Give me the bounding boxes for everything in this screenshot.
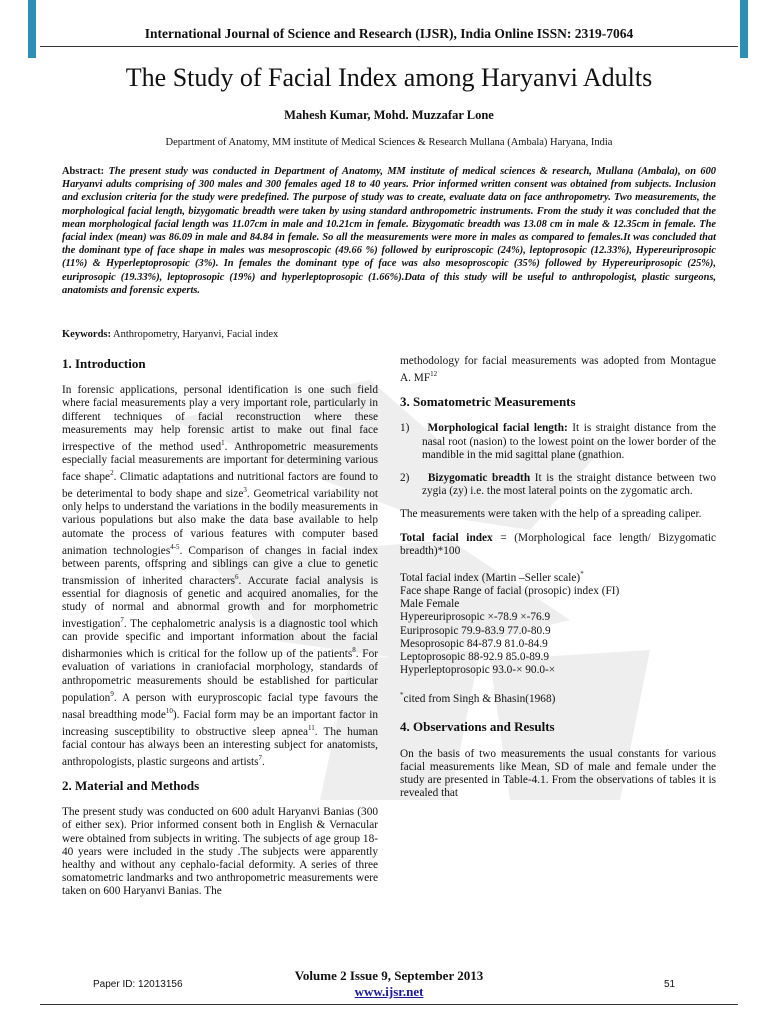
scale-citation: *cited from Singh & Bhasin(1968) [400,691,556,706]
scale-row: Hypereuriprosopic ×-78.9 ×-76.9 [400,611,551,624]
abstract-label: Abstract: [62,166,105,177]
footer-volume: Volume 2 Issue 9, September 2013 [294,968,484,983]
scale-row: Hyperleptoprosopic 93.0-× 90.0-× [400,664,556,677]
section-heading-methods: 2. Material and Methods [62,777,200,793]
header-accent-bar-right [740,0,748,58]
footer-divider [40,1004,738,1005]
author-affiliation: Department of Anatomy, MM institute of Medical Sciences & Research Mullana (Ambala) Haryana, India [165,137,613,148]
keywords [62,329,716,340]
facial-index-formula: Total facial index = (Morphological face length/ Bizygomatic breadth)*100 [400,531,716,557]
keywords-text: Anthropometry, Haryanvi, Facial index [113,329,279,340]
section-heading-introduction: 1. Introduction [62,356,146,371]
footer-paper-id: Paper ID: 12013156 [93,979,183,990]
header-divider [40,46,738,47]
paper-title: The Study of Facial Index among Haryanvi Adults [125,63,653,92]
right-column [400,355,716,810]
footer-page-number: 51 [664,979,676,990]
scale-sex-line: Male Female [400,598,460,611]
journal-header: International Journal of Science and Research (IJSR), India Online ISSN: 2319-7064 [144,26,634,41]
footer-website-link[interactable]: www.ijsr.net [354,984,424,999]
methods-continued-paragraph: methodology for facial measurements was adopted from Montague A. MF$^{12}$ [400,355,716,384]
introduction-paragraph: In forensic applications, personal identification is one such field where facial measurements play a very important role, particularly in different techniques of facial reconstruction where these measurements may help forensic artist to make out final face irrespective of the method used$^1$. Anthropometric measurements especially facial measurements are important for determining various face shape$^2$. Climatic adaptations and nutritional factors are found to be deterimental to body shape and size$^3$. Geometrical variability not only helps to understand the variations in the bodily measurements in various populations but also make the data base available to help automate the process of various features with computer based animation technologies$^{4-5}$. Comparison of changes in facial index between parents, offspring and siblings can give a clue to genetic transmission of inherited characters$^6$. Accurate facial analysis is essential for diagnosis of genetic and acquired anomalies, for the study of normal and abnormal growth and for morphometric investigation$^7$. The cephalometric analysis is a diagnostic tool which can provide specific and important information about the facial disharmonies which is critical for the follow up of the patients$^8$. For evaluation of variations in craniofacial morphology, standards of anthropometric measurements should be established for particular population$^9$. A person with euryproscopic facial type favours the nasal breadthing mode$^{10}$). Facial form may be an important factor in increasing susceptibility to obstructive sleep apnea$^{11}$. The human facial contour has always been an interesting subject for anatomists, anthropologists, plastic surgeons and artists$^7$. [62,384,378,768]
observations-paragraph: On the basis of two measurements the usual constants for various facial measurements like Mean, SD of male and female under the study are presented in Table-4.1. From the observations of tables it is revealed that [400,747,716,800]
left-column [62,355,378,909]
caliper-paragraph: The measurements were taken with the help of a spreading caliper. [400,508,702,521]
list-item-facial-length: 1) Morphological facial length: It is straight distance from the nasal root (nasion) to the lowest point on the lower border of the mandible in the mid sagittal plane (gnathion. [400,422,717,461]
header-accent-bar-left [28,0,36,58]
index-scale-list [400,568,716,706]
abstract-text: The present study was conducted in Department of Anatomy, MM institute of medical sciences & research, Mullana (Ambala), on 600 Haryanvi adults comprising of 300 males and 300 females aged 18 to 40 years. Prior informed written consent was obtained from subjects. Inclusion and exclusion criteria for the study were predefined. The purpose of study was to create, evaluate data on face anthropometry. Two measurements, the morphological facial length, bizygomatic breadth were taken by using standard anthropometric instruments. From the study it was concluded that the mean morphological facial length was 11.07cm in male and 10.21cm in female. Bizygomatic breadth was 13.08 cm in male & 12.35cm in female. The facial index (mean) was 86.09 in male and 84.84 in female. So all the measurements were more in males as compared to females.It was concluded that the dominant type of face shape in males was mesoproscopic (49.66 %) followed by euriproscopic (24%), leptoprosopic (12.33%), Hypereuriprosopic (11%) & Hyperleptoprosopic (3%). In females the dominant type of face was also mesoproscopic (35%) followed by Hypereuriprosopic (25%), euriprosopic (19.33%), leptoprosopic (19%) and hyperleptoprosopic (1.66%).Data of this study will be useful to anthropologist, plastic surgeons, anatomists and forensic experts. [62,166,716,296]
methods-paragraph: The present study was conducted on 600 adult Haryanvi Banias (300 of either sex). Prior informed consent both in English & Vernacular were obtained from subjects in writing. The subjects of age group 18-40 years were included in the study .The subjects were apparently healthy and without any cephalo-facial deformity. A series of three somatometric landmarks and two anthropometric measurements were taken on 600 Haryanvi Banias. The [62,806,378,898]
abstract [62,165,716,297]
scale-heading: Total facial index (Martin –Seller scale)* [400,570,584,584]
scale-row: Euriprosopic 79.9-83.9 77.0-80.9 [400,624,551,637]
keywords-label: Keywords: [62,329,111,340]
scale-row: Leptoprosopic 88-92.9 85.0-89.9 [400,650,550,663]
scale-range-line: Face shape Range of facial (prosopic) index (FI) [400,584,620,597]
section-heading-observations: 4. Observations and Results [400,719,555,735]
scale-row: Mesoprosopic 84-87.9 81.0-84.9 [400,637,548,650]
paper-authors: Mahesh Kumar, Mohd. Muzzafar Lone [284,108,494,122]
list-item-bizygomatic-breadth: 2) Bizygomatic breadth It is the straight distance between two zygia (zy) i.e. the most lateral points on the zygomatic arch. [400,471,716,498]
section-heading-somatometric: 3. Somatometric Measurements [400,394,576,410]
